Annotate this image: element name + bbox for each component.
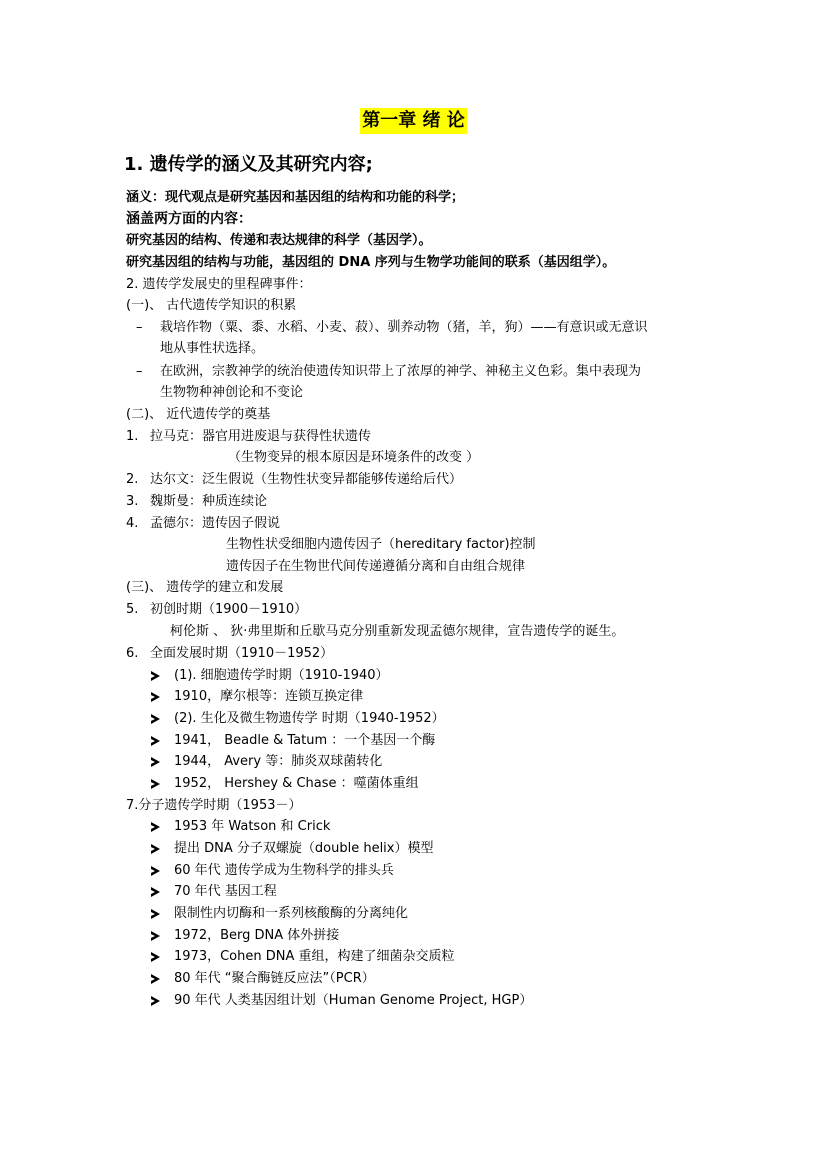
arrow-bullet-icon: [151, 779, 160, 789]
chapter-title: 第一章 绪 论: [360, 108, 467, 134]
list-item: (1). 细胞遗传学时期（1910-1940）: [174, 668, 389, 683]
part2-label: (二)、 近代遗传学的奠基: [126, 407, 271, 422]
item-molecular-period: 7.分子遗传学时期（1953－）: [126, 798, 302, 813]
arrow-bullet-icon: [151, 736, 160, 746]
aspect-genomics: 研究基因组的结构与功能，基因组的 DNA 序列与生物学功能间的联系（基因组学）。: [126, 255, 616, 270]
arrow-bullet-icon: [151, 887, 160, 897]
item-number: 5.: [126, 602, 139, 617]
arrow-bullet-icon: [151, 931, 160, 941]
arrow-bullet-icon: [151, 909, 160, 919]
list-item: 60 年代 遗传学成为生物科学的排头兵: [174, 863, 394, 878]
aspect-genetics: 研究基因的结构、传递和表达规律的科学（基因学）。: [126, 233, 432, 248]
list-item: 1972，Berg DNA 体外拼接: [174, 928, 340, 943]
item-number: 2.: [126, 472, 139, 487]
part1-bullet2-line1: 在欧洲，宗教神学的统治使遗传知识带上了浓厚的神学、神秘主义色彩。集中表现为: [160, 364, 642, 379]
arrow-bullet-icon: [151, 671, 160, 681]
part1-bullet1-line1: 栽培作物（粟、黍、水稻、小麦、菽）、驯养动物（猪，羊，狗）——有意识或无意识: [160, 320, 648, 335]
list-item: (2). 生化及微生物遗传学 时期（1940-1952）: [174, 711, 445, 726]
arrow-bullet-icon: [151, 757, 160, 767]
arrow-bullet-icon: [151, 996, 160, 1006]
item-darwin: 达尔文：泛生假说（生物性状变异都能够传递给后代）: [150, 472, 463, 487]
arrow-bullet-icon: [151, 952, 160, 962]
arrow-bullet-icon: [151, 844, 160, 854]
list-item: 90 年代 人类基因组计划（Human Genome Project, HGP）: [174, 993, 533, 1008]
item-number: 4.: [126, 516, 139, 531]
part3-label: (三)、 遗传学的建立和发展: [126, 580, 284, 595]
item-mendel-note2: 遗传因子在生物世代间传递遵循分离和自由组合规律: [226, 559, 526, 574]
part1-bullet1-line2: 地从事性状选择。: [160, 341, 265, 356]
arrow-bullet-icon: [151, 866, 160, 876]
item-initial-period-note: 柯伦斯 、 狄·弗里斯和丘歇马克分别重新发现孟德尔规律，宣告遗传学的诞生。: [170, 624, 625, 639]
arrow-bullet-icon: [151, 974, 160, 984]
list-item: 1910，摩尔根等：连锁互换定律: [174, 689, 364, 704]
item-lamarck: 拉马克：器官用进废退与获得性状遗传: [150, 429, 372, 444]
dash-bullet: –: [136, 320, 143, 335]
definition-text: 涵义：现代观点是研究基因和基因组的结构和功能的科学；: [126, 190, 465, 205]
item-initial-period: 初创时期（1900－1910）: [150, 602, 308, 617]
item-number: 3.: [126, 494, 139, 509]
arrow-bullet-icon: [151, 714, 160, 724]
item-mendel-note1: 生物性状受细胞内遗传因子（hereditary factor)控制: [226, 537, 536, 552]
list-item: 1944， Avery 等：肺炎双球菌转化: [174, 754, 383, 769]
list-item: 1953 年 Watson 和 Crick: [174, 819, 331, 834]
part1-label: (一)、 古代遗传学知识的积累: [126, 298, 297, 313]
item-mendel: 孟德尔：遗传因子假说: [150, 516, 281, 531]
list-item: 1941， Beadle & Tatum ：一个基因一个酶: [174, 733, 436, 748]
part1-bullet2-line2: 生物物种神创论和不变论: [160, 385, 304, 400]
two-aspects-heading: 涵盖两方面的内容：: [126, 211, 252, 227]
list-item: 提出 DNA 分子双螺旋（double helix）模型: [174, 841, 434, 856]
item-full-development: 全面发展时期（1910－1952）: [150, 646, 334, 661]
list-item: 限制性内切酶和一系列核酸酶的分离纯化: [174, 906, 409, 921]
item-weismann: 魏斯曼：种质连续论: [150, 494, 268, 509]
item-number: 6.: [126, 646, 139, 661]
item-number: 1.: [126, 429, 139, 444]
section1-heading: 1. 遗传学的涵义及其研究内容;: [124, 154, 373, 175]
dash-bullet: –: [136, 364, 143, 379]
list-item: 1973，Cohen DNA 重组，构建了细菌杂交质粒: [174, 949, 455, 964]
arrow-bullet-icon: [151, 692, 160, 702]
list-item: 80 年代 “聚合酶链反应法”（PCR）: [174, 971, 375, 986]
list-item: 1952， Hershey & Chase ：噬菌体重组: [174, 776, 419, 791]
item-lamarck-note: （生物变异的根本原因是环境条件的改变 ）: [228, 450, 480, 465]
list-item: 70 年代 基因工程: [174, 884, 277, 899]
arrow-bullet-icon: [151, 822, 160, 832]
section2-heading: 2. 遗传学发展史的里程碑事件：: [126, 277, 312, 292]
